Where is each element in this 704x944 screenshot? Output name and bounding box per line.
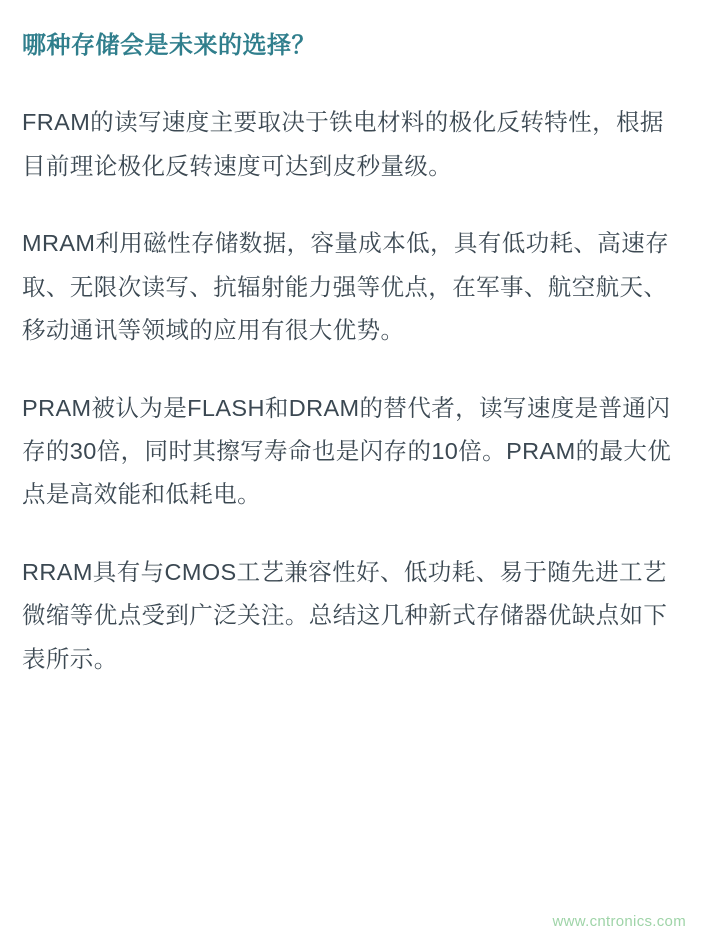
site-watermark: www.cntronics.com — [552, 913, 686, 930]
page-title: 哪种存储会是未来的选择？ — [22, 32, 316, 59]
article-paragraph-2: MRAM利用磁性存储数据，容量成本低，具有低功耗、高速存取、无限次读写、抗辐射能力强等优点，在军事、航空航天、移动通讯等领域的应用有很大优势。 — [22, 230, 669, 344]
article-paragraph-1: FRAM的读写速度主要取决于铁电材料的极化反转特性，根据目前理论极化反转速度可达到皮秒量级。 — [22, 109, 664, 179]
article-paragraph-4: RRAM具有与CMOS工艺兼容性好、低功耗、易于随先进工艺微缩等优点受到广泛关注。总结这几种新式存储器优缺点如下表所示。 — [22, 558, 668, 672]
article-paragraph-3: PRAM被认为是FLASH和DRAM的替代者，读写速度是普通闪存的30倍，同时其擦写寿命也是闪存的10倍。PRAM的最大优点是高效能和低耗电。 — [22, 394, 672, 508]
